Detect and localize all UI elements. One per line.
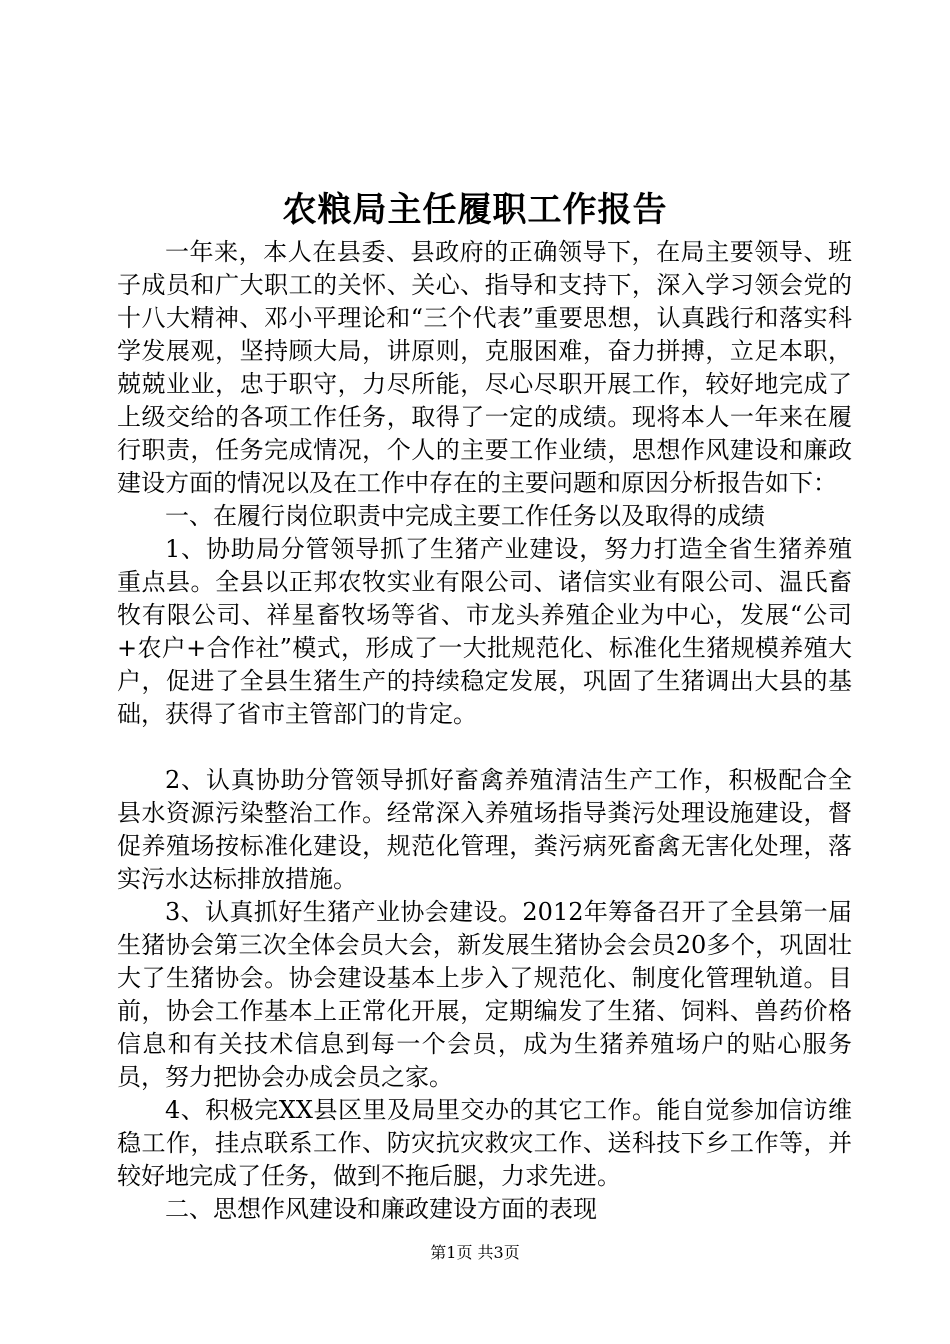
page-number-footer: 第1页 共3页: [430, 1243, 520, 1262]
paragraph-item-1: 1、协助局分管领导抓了生猪产业建设，努力打造全省生猪养殖重点县。全县以正邦农牧实业有限公司、诸信实业有限公司、温氏畜牧有限公司、祥星畜牧场等省、市龙头养殖企业为中心，发展“公司+农户+合作社”模式，形成了一大批规范化、标准化生猪规模养殖大户，促进了全县生猪生产的持续稳定发展，巩固了生猪调出大县的基础，获得了省市主管部门的肯定。: [117, 535, 852, 728]
paragraph-item-3: 3、认真抓好生猪产业协会建设。2012年筹备召开了全县第一届生猪协会第三次全体会员大会，新发展生猪协会会员20多个，巩固壮大了生猪协会。协会建设基本上步入了规范化、制度化管理轨道。目前，协会工作基本上正常化开展，定期编发了生猪、饲料、兽药价格信息和有关技术信息到每一个会员，成为生猪养殖场户的贴心服务员，努力把协会办成会员之家。: [117, 898, 852, 1091]
paragraph-section-1-heading: 一、在履行岗位职责中完成主要工作任务以及取得的成绩: [165, 502, 765, 530]
document-title: 农粮局主任履职工作报告: [282, 190, 668, 230]
paragraph-intro: 一年来，本人在县委、县政府的正确领导下，在局主要领导、班子成员和广大职工的关怀、关心、指导和支持下，深入学习领会党的十八大精神、邓小平理论和“三个代表”重要思想，认真践行和落实科学发展观，坚持顾大局，讲原则，克服困难，奋力拼搏，立足本职，兢兢业业，忠于职守，力尽所能，尽心尽职开展工作，较好地完成了上级交给的各项工作任务，取得了一定的成绩。现将本人一年来在履行职责，任务完成情况，个人的主要工作业绩，思想作风建设和廉政建设方面的情况以及在工作中存在的主要问题和原因分析报告如下：: [117, 238, 852, 497]
paragraph-section-2-heading: 二、思想作风建设和廉政建设方面的表现: [165, 1195, 597, 1223]
document-body: [117, 236, 852, 1226]
paragraph-item-2: 2、认真协助分管领导抓好畜禽养殖清洁生产工作，积极配合全县水资源污染整治工作。经常深入养殖场指导粪污处理设施建设，督促养殖场按标准化建设，规范化管理，粪污病死畜禽无害化处理，落实污水达标排放措施。: [117, 766, 852, 893]
paragraph-item-4: 4、积极完XX县区里及局里交办的其它工作。能自觉参加信访维稳工作，挂点联系工作、防灾抗灾救灾工作、送科技下乡工作等，并较好地完成了任务，做到不拖后腿，力求先进。: [117, 1096, 852, 1190]
